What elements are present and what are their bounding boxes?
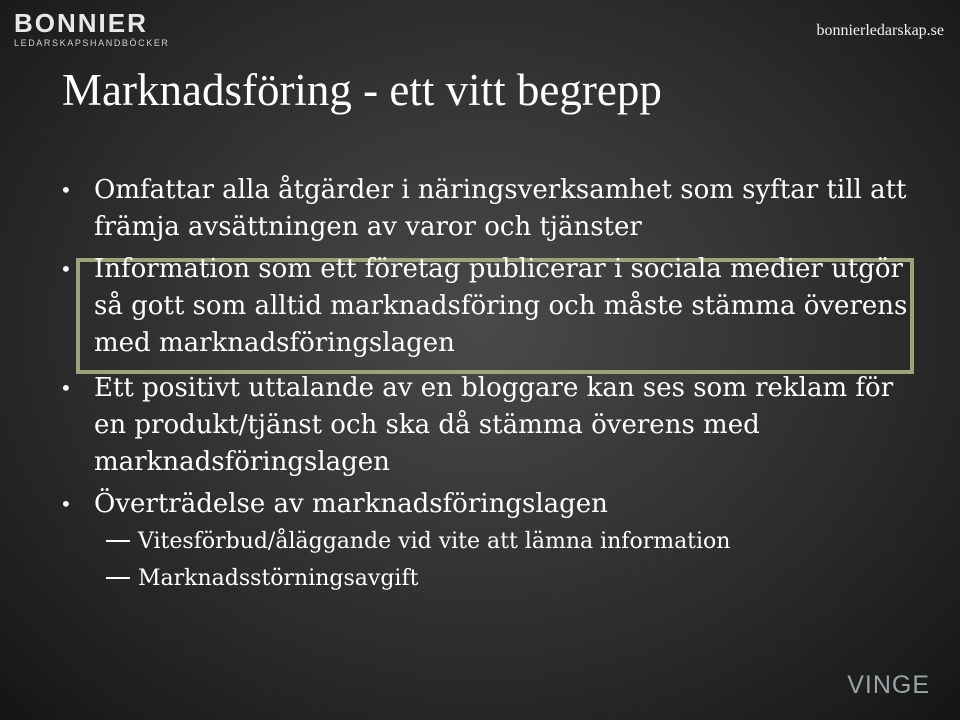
sub-bullet-text: Vitesförbud/åläggande vid vite att lämna information xyxy=(138,529,731,554)
bullet-dot-icon: • xyxy=(60,257,72,281)
bullet-item xyxy=(56,370,916,481)
dash-icon xyxy=(106,577,130,579)
sub-bullet-item xyxy=(56,523,916,560)
bullet-item xyxy=(56,251,916,362)
dash-icon xyxy=(106,540,130,542)
slide-title: Marknadsföring - ett vitt begrepp xyxy=(62,65,662,115)
bullet-text: Information som ett företag publicerar i sociala medier utgör så gott som alltid marknadsföring och måste stämma överens med marknadsföringslagen xyxy=(94,254,908,358)
logo-subtitle: LEDARSKAPSHANDBÖCKER xyxy=(14,38,170,48)
bullet-text: Överträdelse av marknadsföringslagen xyxy=(94,489,608,519)
bullet-dot-icon: • xyxy=(60,376,72,400)
sub-bullet-text: Marknadsstörningsavgift xyxy=(138,566,419,591)
logo-name: BONNIER xyxy=(14,8,148,38)
bullet-item xyxy=(56,172,916,246)
sub-bullet-item xyxy=(56,560,916,597)
bullet-text: Ett positivt uttalande av en bloggare kan ses som reklam för en produkt/tjänst och ska då stämma överens med marknadsföringslagen xyxy=(94,373,894,477)
bonnier-logo xyxy=(14,10,170,48)
bullet-item xyxy=(56,486,916,523)
bullet-list xyxy=(56,172,916,597)
bullet-dot-icon: • xyxy=(60,178,72,202)
vinge-logo: VINGE xyxy=(847,671,930,699)
bullet-dot-icon: • xyxy=(60,492,72,516)
site-url: bonnierledarskap.se xyxy=(816,22,944,39)
bullet-text: Omfattar alla åtgärder i näringsverksamhet som syftar till att främja avsättningen av varor och tjänster xyxy=(94,175,907,242)
